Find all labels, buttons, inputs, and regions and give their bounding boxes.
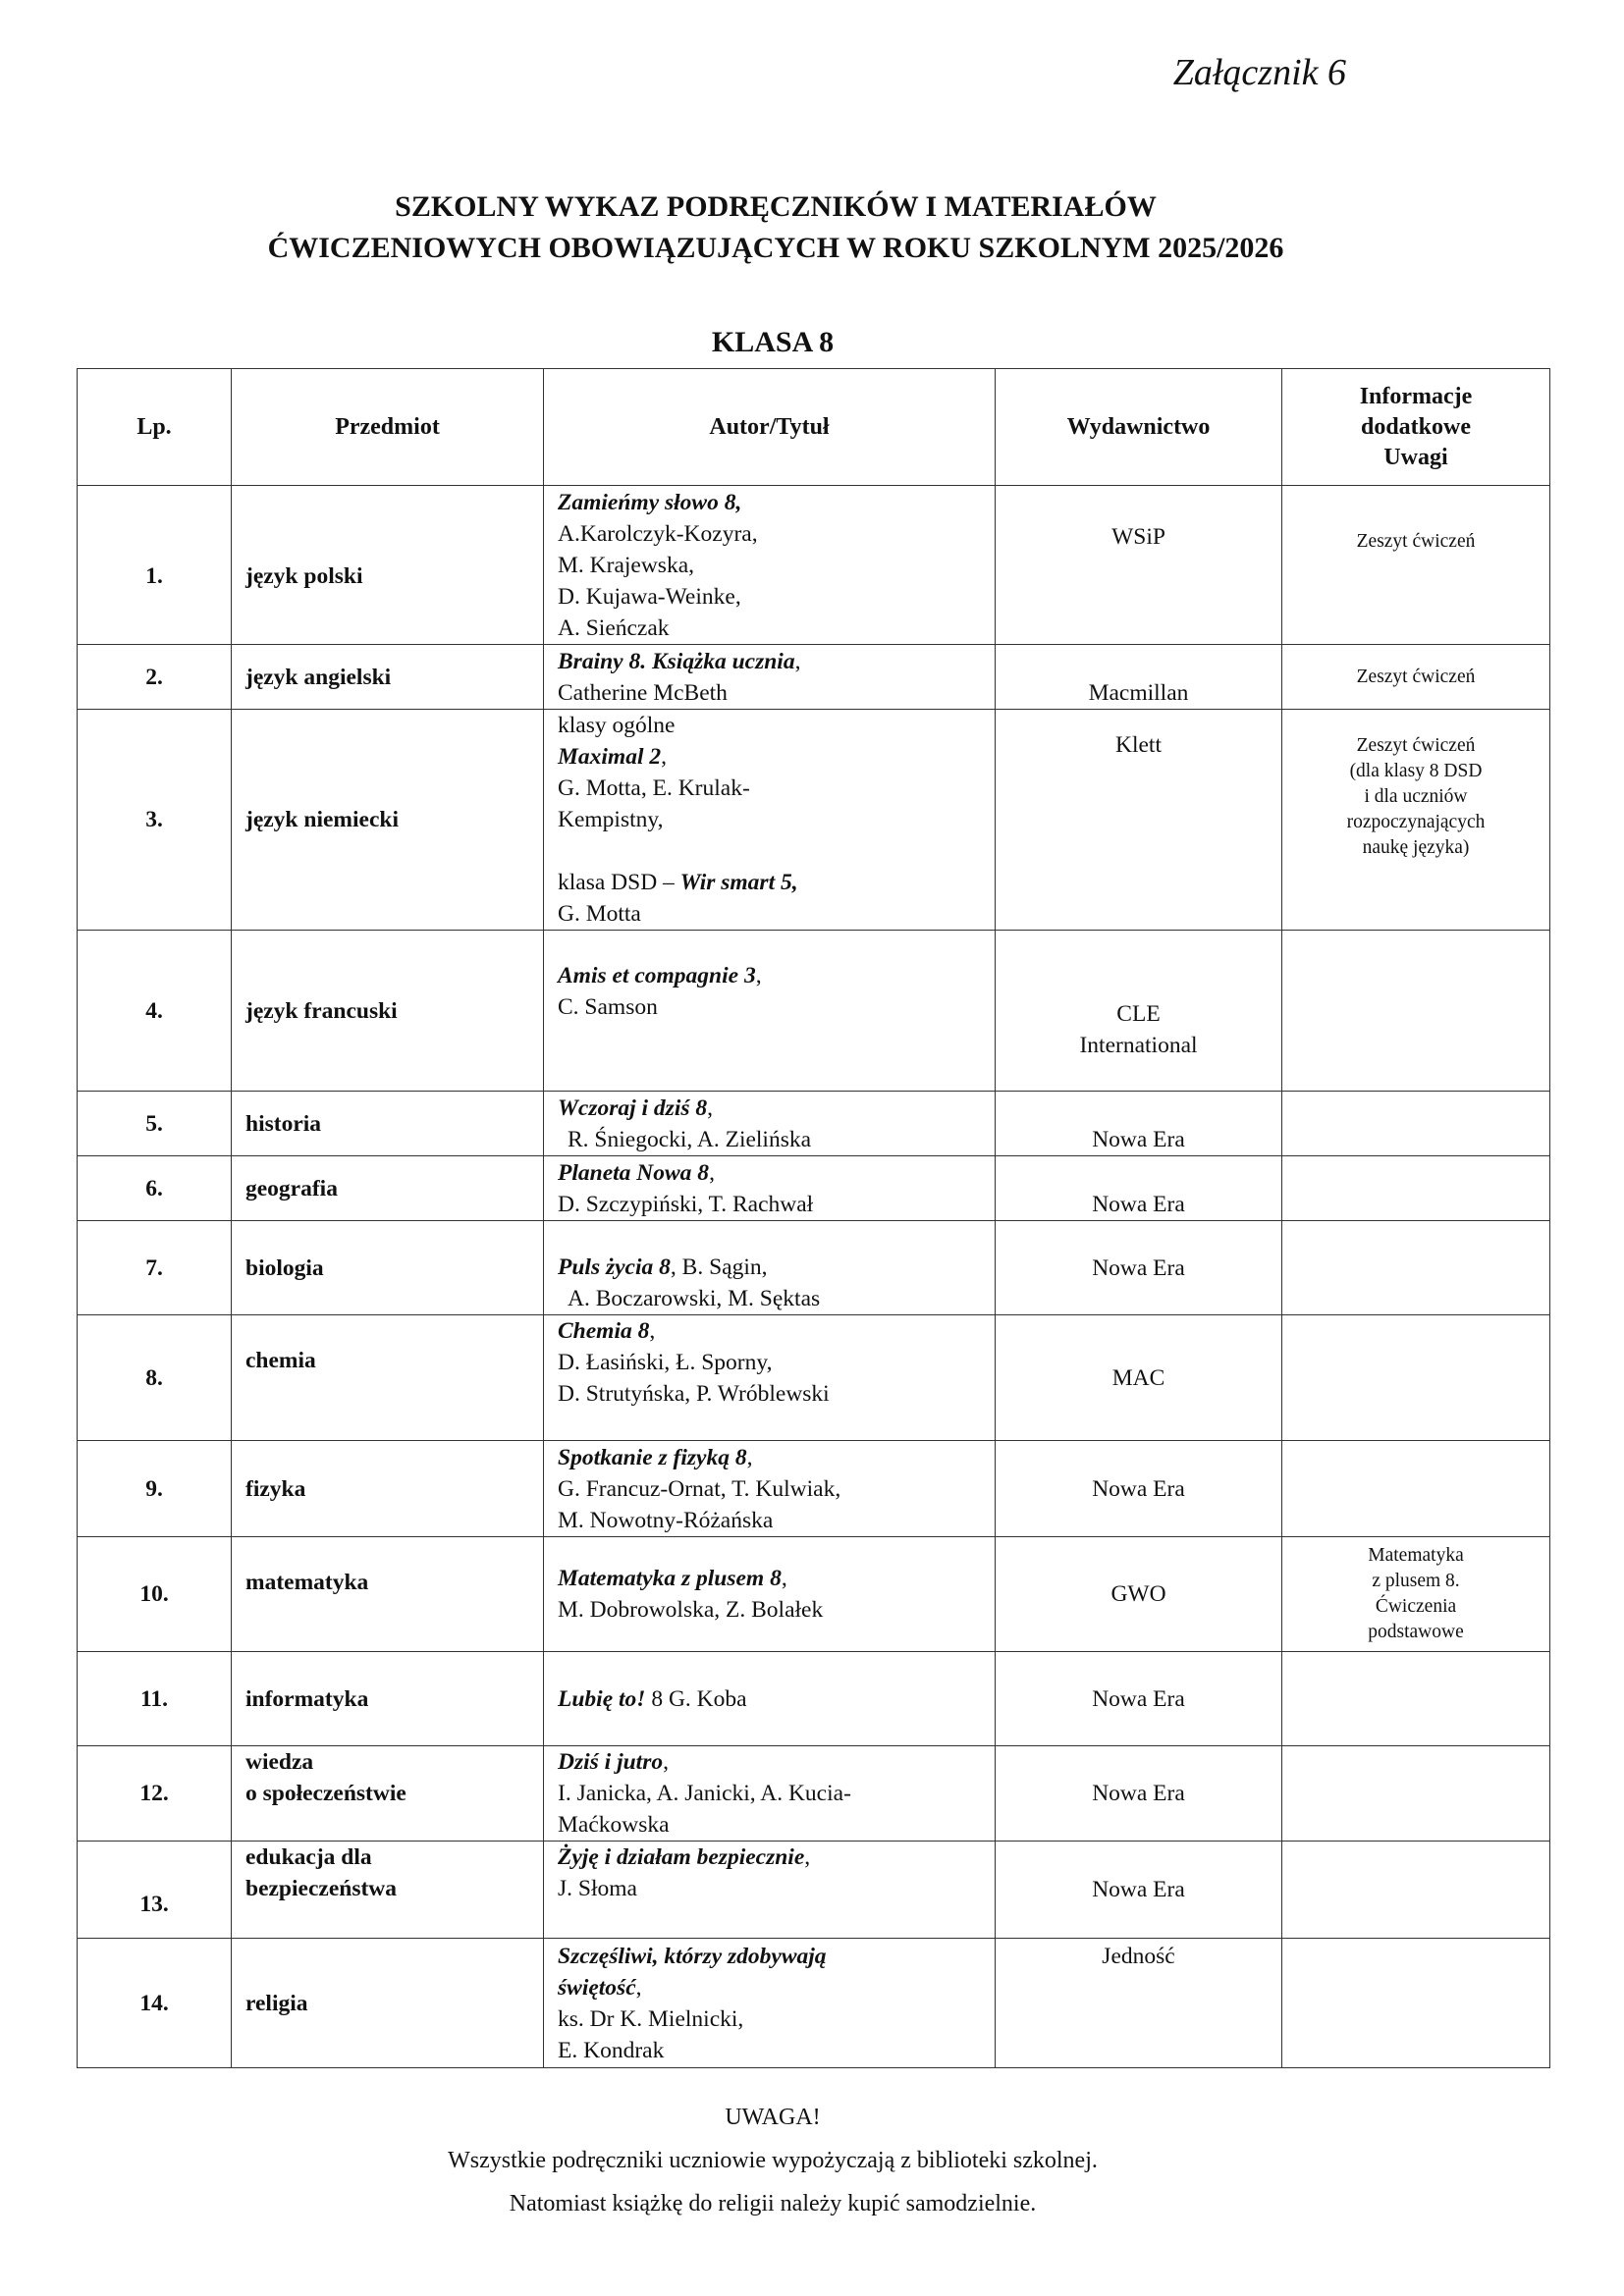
annex-label: Załącznik 6 — [1172, 52, 1346, 93]
table-row — [78, 1652, 1550, 1746]
row-subject: język angielski — [232, 645, 544, 710]
row-number: 4. — [78, 931, 232, 1092]
book-author: G. Francuz-Ornat, T. Kulwiak, — [558, 1476, 841, 1502]
row-number: 6. — [78, 1156, 232, 1221]
row-number: 12. — [78, 1746, 232, 1842]
row-subject: język polski — [232, 486, 544, 645]
row-subject: edukacja dla bezpieczeństwa — [232, 1842, 544, 1939]
book-title: Dziś i jutro — [558, 1749, 664, 1775]
row-publisher: Nowa Era — [996, 1221, 1282, 1315]
book-author: M. Krajewska, — [558, 552, 695, 578]
header-lp: Lp. — [78, 369, 232, 486]
book-title: Maximal 2 — [558, 744, 662, 770]
table-header-row — [78, 369, 1550, 486]
book-title: Chemia 8 — [558, 1318, 650, 1344]
footer-note — [0, 2096, 1545, 2225]
table-row — [78, 1537, 1550, 1652]
book-author: Catherine McBeth — [558, 679, 728, 706]
book-author: M. Dobrowolska, Z. Bolałek — [558, 1597, 824, 1623]
table-row — [78, 1156, 1550, 1221]
row-author-title: Planeta Nowa 8, D. Szczypiński, T. Rachwał — [544, 1156, 996, 1221]
book-author: 8 G. Koba — [645, 1685, 747, 1712]
book-title: Spotkanie z fizyką 8 — [558, 1445, 747, 1470]
row-publisher: Klett — [996, 710, 1282, 931]
book-group-label: klasa DSD – — [558, 870, 680, 895]
row-author-title — [544, 1221, 996, 1315]
row-author-title: Wczoraj i dziś 8, R. Śniegocki, A. Zielińska — [544, 1092, 996, 1156]
row-publisher: Macmillan — [996, 645, 1282, 710]
row-author-title: Amis et compagnie 3, C. Samson — [544, 931, 996, 1092]
book-title: Planeta Nowa 8 — [558, 1159, 710, 1186]
row-subject: wiedza o społeczeństwie — [232, 1746, 544, 1842]
row-publisher: WSiP — [996, 486, 1282, 645]
table-row — [78, 1939, 1550, 2068]
row-author-title: Dziś i jutro, I. Janicka, A. Janicki, A. Kucia- Maćkowska — [544, 1746, 996, 1842]
row-author-title: Szczęśliwi, którzy zdobywają świętość, ks. Dr K. Mielnicki, E. Kondrak — [544, 1939, 996, 2068]
row-note — [1282, 1652, 1550, 1746]
row-publisher: Nowa Era — [996, 1746, 1282, 1842]
row-author-title: Brainy 8. Książka ucznia, Catherine McBeth — [544, 645, 996, 710]
book-author: Kempistny, — [558, 807, 664, 832]
table-row — [78, 1221, 1550, 1315]
row-number: 2. — [78, 645, 232, 710]
header-subject: Przedmiot — [232, 369, 544, 486]
row-author-title — [544, 1652, 996, 1746]
book-title: Puls życia 8 — [558, 1255, 671, 1280]
row-author-title — [544, 486, 996, 645]
header-notes: Informacje dodatkowe Uwagi — [1282, 369, 1550, 486]
header-publisher: Wydawnictwo — [996, 369, 1282, 486]
book-title: Amis et compagnie 3 — [558, 963, 756, 988]
book-title: Lubię to! — [558, 1685, 646, 1712]
row-author-title: Spotkanie z fizyką 8, G. Francuz-Ornat, T. Kulwiak, M. Nowotny-Różańska — [544, 1441, 996, 1537]
header-author-title: Autor/Tytuł — [544, 369, 996, 486]
row-subject: fizyka — [232, 1441, 544, 1537]
row-number: 11. — [78, 1652, 232, 1746]
row-number: 14. — [78, 1939, 232, 2068]
row-publisher: Nowa Era — [996, 1652, 1282, 1746]
row-publisher: GWO — [996, 1537, 1282, 1652]
table-row — [78, 1746, 1550, 1842]
footer-line-1: Wszystkie podręczniki uczniowie wypożyczają z biblioteki szkolnej. — [448, 2148, 1098, 2173]
row-note: Zeszyt ćwiczeń (dla klasy 8 DSD i dla uczniów rozpoczynających naukę języka) — [1282, 710, 1550, 931]
book-author: G. Motta — [558, 901, 641, 927]
document-heading — [0, 187, 1551, 269]
book-title: Wczoraj i dziś 8 — [558, 1095, 708, 1121]
row-number: 5. — [78, 1092, 232, 1156]
table-row — [78, 931, 1550, 1092]
row-author-title: klasy ogólne Maximal 2, G. Motta, E. Krulak- Kempistny, klasa DSD – Wir smart 5, G. Motta — [544, 710, 996, 931]
row-note — [1282, 1315, 1550, 1441]
row-note — [1282, 1092, 1550, 1156]
row-subject: geografia — [232, 1156, 544, 1221]
book-author: M. Nowotny-Różańska — [558, 1508, 774, 1533]
row-author-title: Żyję i działam bezpiecznie, J. Słoma — [544, 1842, 996, 1939]
row-author-title: Matematyka z plusem 8, M. Dobrowolska, Z. Bolałek — [544, 1537, 996, 1652]
row-publisher: Jedność — [996, 1939, 1282, 2068]
row-number: 9. — [78, 1441, 232, 1537]
book-group-label: klasy ogólne — [558, 713, 676, 738]
book-author: , B. Sągin, — [670, 1255, 768, 1280]
row-note — [1282, 1746, 1550, 1842]
row-note — [1282, 1156, 1550, 1221]
heading-line-1: SZKOLNY WYKAZ PODRĘCZNIKÓW I MATERIAŁÓW — [395, 190, 1157, 223]
book-author: ks. Dr K. Mielnicki, — [558, 2005, 744, 2032]
row-note: Zeszyt ćwiczeń — [1282, 645, 1550, 710]
class-label: KLASA 8 — [711, 326, 835, 358]
row-publisher: Nowa Era — [996, 1842, 1282, 1939]
row-subject: chemia — [232, 1315, 544, 1441]
row-note: Zeszyt ćwiczeń — [1282, 486, 1550, 645]
row-subject: matematyka — [232, 1537, 544, 1652]
book-author: C. Samson — [558, 994, 658, 1020]
book-title: Wir smart 5, — [679, 870, 798, 895]
row-subject: religia — [232, 1939, 544, 2068]
book-author: A.Karolczyk-Kozyra, — [558, 520, 758, 547]
book-author: E. Kondrak — [558, 2037, 665, 2063]
row-note: Matematyka z plusem 8. Ćwiczenia podstawowe — [1282, 1537, 1550, 1652]
row-number: 1. — [78, 486, 232, 645]
row-subject: język francuski — [232, 931, 544, 1092]
row-note — [1282, 1939, 1550, 2068]
textbook-table — [77, 368, 1550, 2068]
row-subject: historia — [232, 1092, 544, 1156]
table-row — [78, 1842, 1550, 1939]
book-title: Brainy 8. Książka ucznia — [558, 648, 795, 674]
heading-line-2: ĆWICZENIOWYCH OBOWIĄZUJĄCYCH W ROKU SZKOLNYM 2025/2026 — [267, 232, 1284, 264]
table-row — [78, 1092, 1550, 1156]
book-title: Matematyka z plusem 8 — [558, 1566, 782, 1591]
table-row — [78, 710, 1550, 931]
book-author: Maćkowska — [558, 1812, 670, 1838]
book-author: D. Kujawa-Weinke, — [558, 583, 741, 610]
row-number: 8. — [78, 1315, 232, 1441]
row-number: 10. — [78, 1537, 232, 1652]
row-number: 13. — [78, 1842, 232, 1939]
table-row — [78, 1441, 1550, 1537]
row-number: 7. — [78, 1221, 232, 1315]
footer-line-2: Natomiast książkę do religii należy kupić samodzielnie. — [509, 2191, 1037, 2216]
table-row — [78, 645, 1550, 710]
row-publisher: Nowa Era — [996, 1156, 1282, 1221]
row-publisher: Nowa Era — [996, 1441, 1282, 1537]
row-note — [1282, 1441, 1550, 1537]
book-author: J. Słoma — [558, 1876, 637, 1901]
footer-warning: UWAGA! — [725, 2105, 821, 2130]
book-author: A. Sieńczak — [558, 614, 670, 641]
book-author: D. Strutyńska, P. Wróblewski — [558, 1381, 830, 1407]
book-title: Zamieńmy słowo 8, — [558, 489, 742, 515]
row-note — [1282, 1842, 1550, 1939]
book-author: G. Motta, E. Krulak- — [558, 775, 750, 801]
book-author: D. Szczypiński, T. Rachwał — [558, 1191, 814, 1217]
row-number: 3. — [78, 710, 232, 931]
book-author: D. Łasiński, Ł. Sporny, — [558, 1350, 773, 1375]
row-author-title: Chemia 8, D. Łasiński, Ł. Sporny, D. Strutyńska, P. Wróblewski — [544, 1315, 996, 1441]
row-note — [1282, 931, 1550, 1092]
table-row — [78, 1315, 1550, 1441]
row-note — [1282, 1221, 1550, 1315]
row-publisher: CLE International — [996, 931, 1282, 1092]
row-subject: biologia — [232, 1221, 544, 1315]
row-subject: język niemiecki — [232, 710, 544, 931]
book-title: Żyję i działam bezpiecznie — [558, 1844, 805, 1870]
row-publisher: Nowa Era — [996, 1092, 1282, 1156]
book-author: A. Boczarowski, M. Sęktas — [568, 1286, 821, 1311]
book-title: Szczęśliwi, którzy zdobywają — [558, 1943, 827, 1969]
book-author: R. Śniegocki, A. Zielińska — [568, 1126, 812, 1152]
row-subject: informatyka — [232, 1652, 544, 1746]
book-title: świętość — [558, 1974, 636, 2001]
book-author: I. Janicka, A. Janicki, A. Kucia- — [558, 1781, 851, 1806]
table-row — [78, 486, 1550, 645]
row-publisher: MAC — [996, 1315, 1282, 1441]
